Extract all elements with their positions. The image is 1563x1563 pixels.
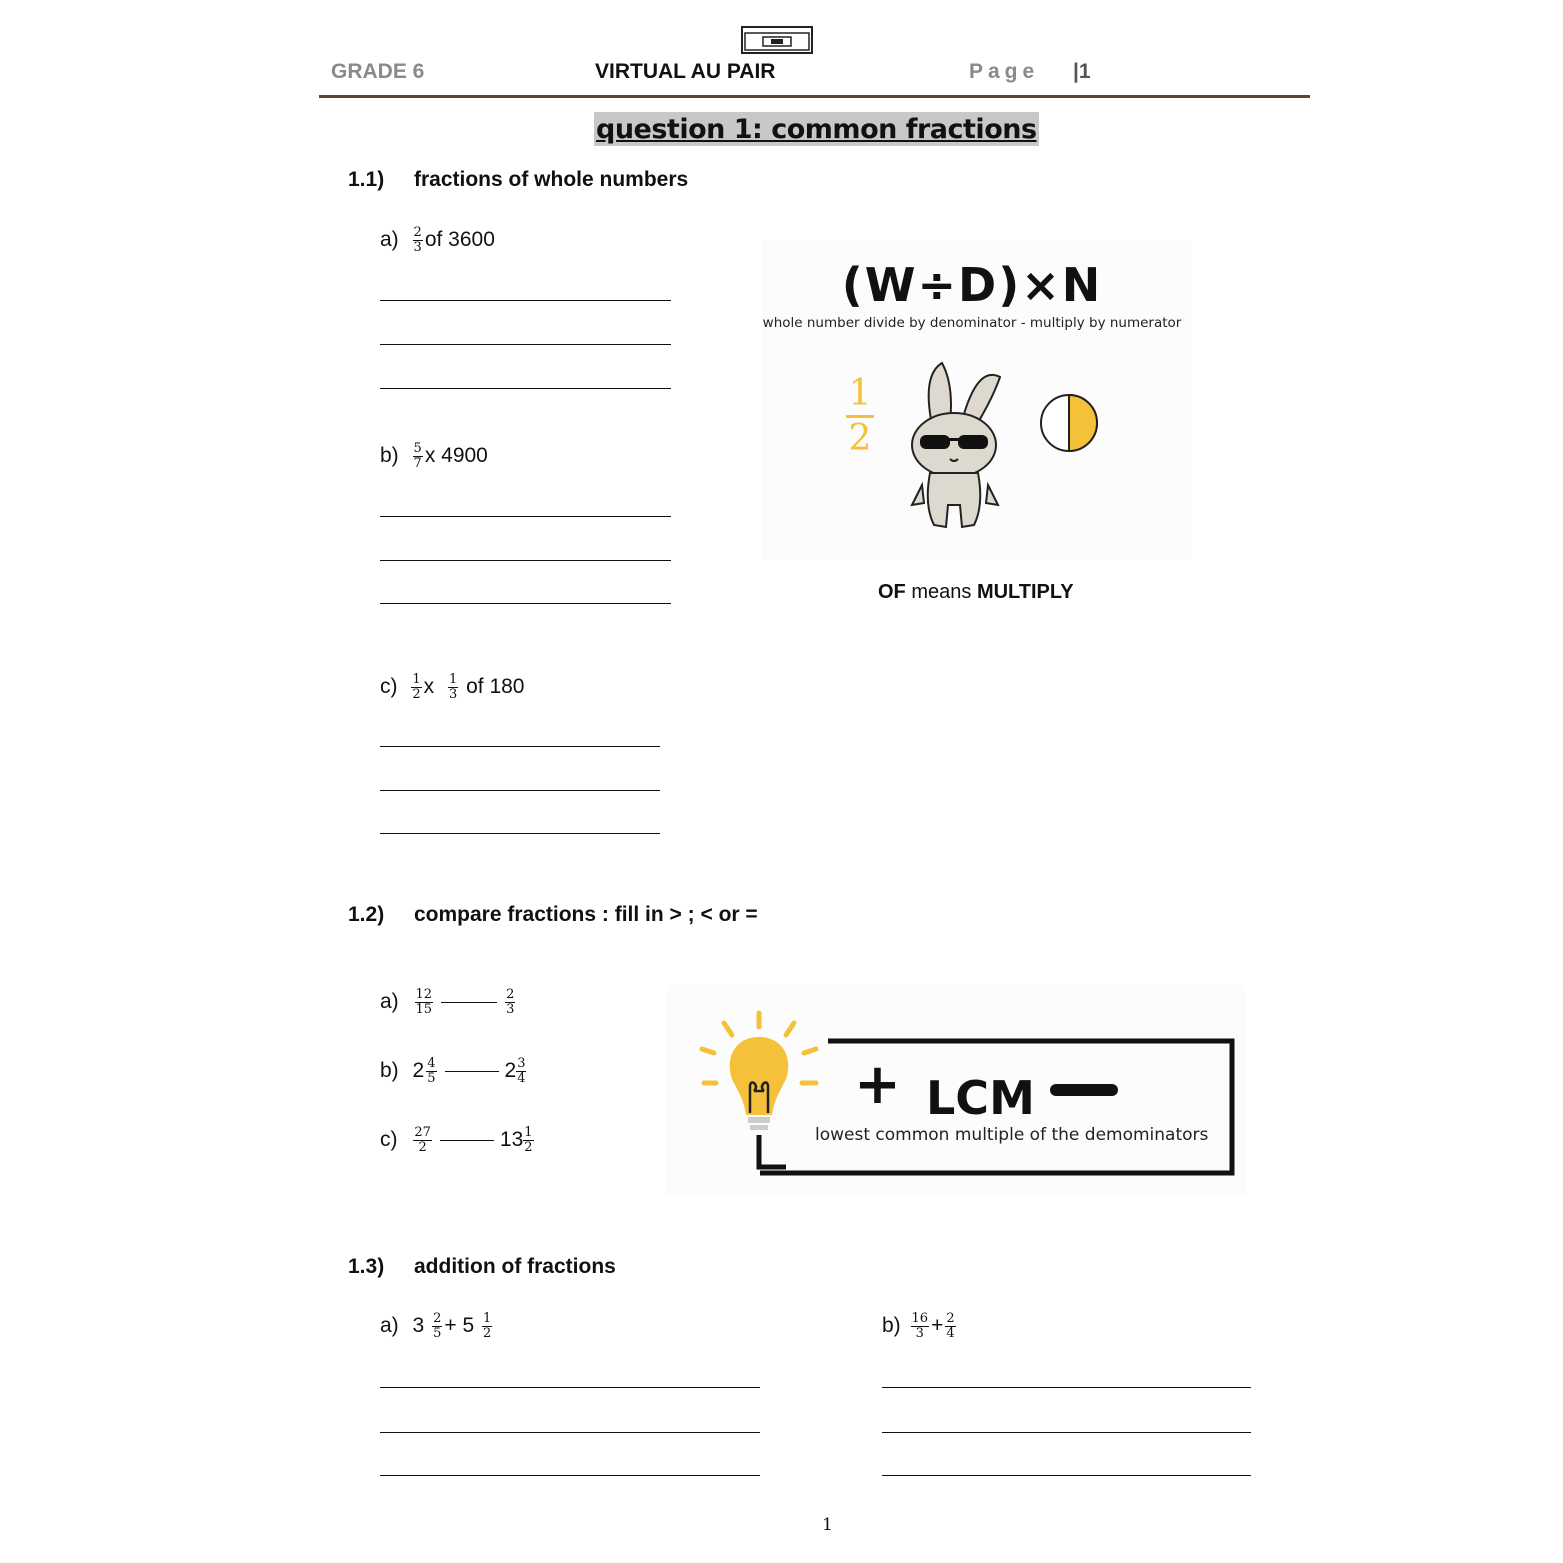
fraction: $\frac{5}{7}$ [413,441,422,471]
item-label: c) [380,1128,398,1152]
answer-line[interactable] [380,833,660,834]
compare-blank[interactable] [445,1071,499,1072]
formula-subtitle: whole number divide by denominator - multiply by numerator [762,315,1182,331]
operator: x [423,675,435,699]
question-title: question 1: common fractions [596,114,1037,145]
section-1-3-title: addition of fractions [414,1255,616,1278]
caption-means: means [905,581,977,603]
question-1-2-c [380,1126,536,1155]
half-denominator: 2 [848,418,872,459]
fraction: $\frac{2}{4}$ [946,1311,955,1341]
answer-line[interactable] [380,344,671,345]
section-1-1-title: fractions of whole numbers [414,168,689,191]
whole-number: 5 [462,1314,475,1338]
fraction: $\frac{16}{3}$ [911,1311,929,1341]
lcm-title: LCM [926,1071,1035,1125]
caption-multiply: MULTIPLY [976,581,1074,603]
compare-blank[interactable] [441,1002,497,1003]
fraction: $\frac{1}{3}$ [448,672,458,702]
compare-blank[interactable] [440,1140,494,1141]
question-1-2-a [380,988,517,1017]
answer-line[interactable] [882,1475,1251,1476]
answer-line[interactable] [882,1432,1251,1433]
header-rule [319,95,1310,98]
minus-icon [1050,1084,1118,1096]
header-grade: GRADE 6 [331,60,425,83]
item-label: b) [380,444,399,468]
item-label: b) [380,1059,399,1083]
half-circle-icon [1038,392,1100,459]
answer-line[interactable] [380,1432,760,1433]
question-1-3-a [380,1312,494,1341]
answer-line[interactable] [380,790,660,791]
header-page-label: Page [969,60,1040,83]
lcm-subtitle: lowest common multiple of the demominators [815,1125,1209,1145]
answer-line[interactable] [380,300,671,301]
item-text: of 3600 [424,228,495,252]
item-label: a) [380,990,399,1014]
fraction: $\frac{27}{2}$ [414,1125,431,1155]
bunny-illustration [902,355,1012,545]
header-brand: VIRTUAL AU PAIR [595,60,776,83]
answer-line[interactable] [380,388,671,389]
question-1-1-a [380,226,495,255]
formula-infographic [762,240,1192,560]
section-1-1-number: 1.1) [348,168,385,191]
plus-sign: + [854,1052,901,1117]
whole-number: 2 [412,1059,425,1083]
item-text: of 180 [466,675,525,699]
half-numerator: 1 [848,373,872,414]
answer-line[interactable] [380,1387,760,1388]
answer-line[interactable] [380,516,671,517]
lcm-infographic [666,985,1246,1195]
section-1-2-title: compare fractions : fill in > ; < or = [414,903,758,926]
item-label: c) [380,675,398,699]
fraction: $\frac{2}{3}$ [413,225,422,255]
formula-text: (W÷D)×N [841,258,1103,312]
caption-of: OF [878,581,906,603]
fraction: $\frac{4}{5}$ [427,1056,436,1086]
question-1-3-b [882,1312,958,1341]
answer-line[interactable] [380,746,660,747]
fraction: $\frac{3}{4}$ [517,1056,526,1086]
operator: + [444,1314,457,1338]
section-1-3-number: 1.3) [348,1255,385,1278]
answer-line[interactable] [380,560,671,561]
item-label: b) [882,1314,901,1338]
whole-number: 2 [504,1059,517,1083]
item-label: a) [380,228,399,252]
footer-page-number: 1 [822,1515,833,1535]
header-logo [741,26,813,54]
whole-number: 13 [499,1128,524,1152]
operator: + [931,1314,944,1338]
question-1-2-b [380,1057,528,1086]
whole-number: 3 [412,1314,425,1338]
fraction: $\frac{1}{2}$ [524,1125,533,1155]
header-page-number: |1 [1073,60,1091,83]
section-1-2-number: 1.2) [348,903,385,926]
fraction: $\frac{1}{2}$ [412,672,421,702]
fraction: $\frac{1}{2}$ [482,1311,492,1341]
answer-line[interactable] [882,1387,1251,1388]
answer-line[interactable] [380,1475,760,1476]
fraction: $\frac{12}{15}$ [415,987,433,1017]
answer-line[interactable] [380,603,671,604]
question-1-1-b [380,442,488,471]
of-means-multiply-caption [878,581,1074,604]
fraction: $\frac{2}{5}$ [433,1311,442,1341]
fraction: $\frac{2}{3}$ [506,987,515,1017]
item-text: x 4900 [424,444,488,468]
half-fraction [840,375,880,458]
question-1-1-c [380,673,524,702]
item-label: a) [380,1314,399,1338]
